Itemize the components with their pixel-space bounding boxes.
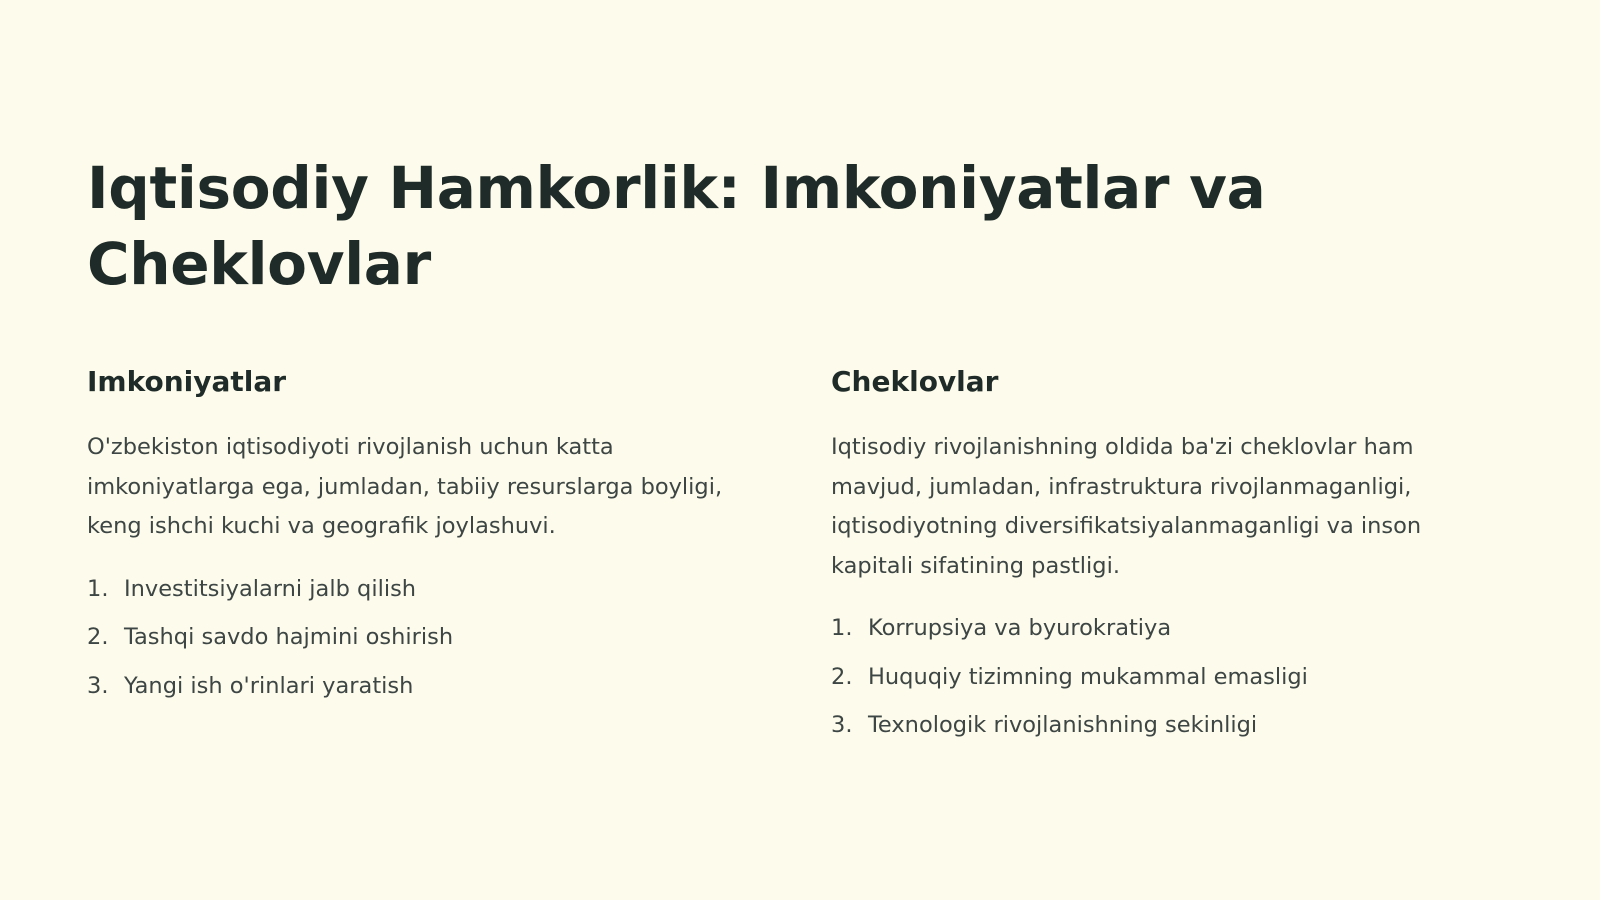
constraints-paragraph: Iqtisodiy rivojlanishning oldida ba'zi cheklovlar ham mavjud, jumladan, infrastruktura rivojlanmaganligi, iqtisodiyotning diversifikatsiyalanmaganligi va inson kapitali sifatining pastligi. [831, 434, 1422, 579]
opportunities-column [87, 362, 747, 710]
columns [87, 362, 1527, 782]
list-item [87, 565, 747, 614]
opportunities-list [87, 565, 747, 711]
list-item-text: Texnologik rivojlanishning sekinligi [868, 712, 1258, 738]
list-item-number: 1. [831, 615, 853, 641]
list-item-number: 1. [87, 575, 109, 602]
list-item-number: 3. [87, 672, 109, 699]
opportunities-paragraph: O'zbekiston iqtisodiyoti rivojlanish uchun katta imkoniyatlarga ega, jumladan, tabiiy resurslarga boyligi, keng ishchi kuchi va geografik joylashuvi. [87, 434, 723, 539]
list-item-text: Korrupsiya va byurokratiya [868, 615, 1172, 641]
constraints-heading: Cheklovlar [831, 365, 999, 398]
list-item [831, 604, 1491, 653]
list-item-number: 2. [87, 624, 109, 650]
list-item [87, 662, 747, 711]
list-item-number: 2. [831, 663, 853, 690]
list-item-text: Huquqiy tizimning mukammal emasligi [868, 663, 1308, 690]
constraints-list [831, 604, 1491, 750]
list-item [87, 613, 747, 662]
constraints-column [831, 362, 1491, 750]
list-item-text: Tashqi savdo hajmini oshirish [124, 624, 454, 650]
list-item [831, 653, 1491, 702]
list-item-text: Yangi ish o'rinlari yaratish [124, 672, 414, 699]
opportunities-heading: Imkoniyatlar [87, 365, 287, 398]
list-item-number: 3. [831, 712, 853, 738]
slide-title: Iqtisodiy Hamkorlik: Imkoniyatlar va Cheklovlar [87, 154, 1266, 298]
list-item [831, 701, 1491, 750]
list-item-text: Investitsiyalarni jalb qilish [124, 575, 417, 602]
